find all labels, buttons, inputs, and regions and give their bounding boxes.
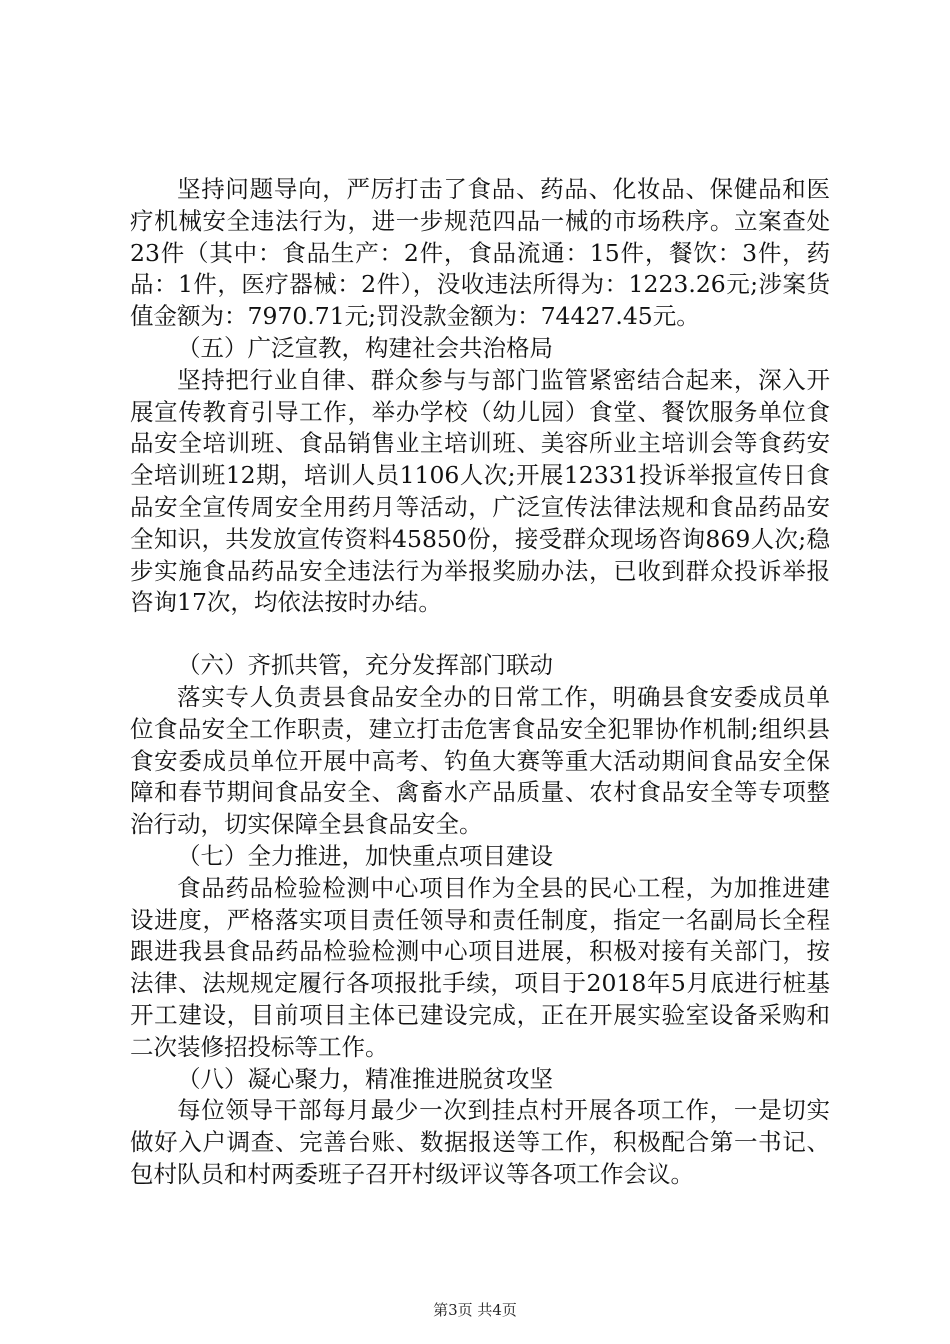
section-heading-5: （五）广泛宣教，构建社会共治格局 bbox=[177, 333, 553, 362]
page-number-footer: 第3页 共4页 bbox=[433, 1301, 517, 1319]
paragraph-coordination: 落实专人负责县食品安全办的日常工作，明确县食安委成员单位食品安全工作职责，建立打击危害食品安全犯罪协作机制;组织县食安委成员单位开展中高考、钓鱼大赛等重大活动期间食品安全保障和春节期间食品安全、禽畜水产品质量、农村食品安全等专项整治行动，切实保障全县食品安全。 bbox=[130, 682, 830, 839]
paragraph-spacer bbox=[130, 619, 830, 650]
section-heading-8: （八）凝心聚力，精准推进脱贫攻坚 bbox=[177, 1064, 553, 1093]
section-heading-7: （七）全力推进，加快重点项目建设 bbox=[177, 841, 553, 870]
paragraph-enforcement: 坚持问题导向，严厉打击了食品、药品、化妆品、保健品和医疗机械安全违法行为，进一步规范四品一械的市场秩序。立案查处23件（其中：食品生产：2件，食品流通：15件，餐饮：3件，药品：1件，医疗器械：2件），没收违法所得为：1223.26元;涉案货值金额为：7970.71元;罚没款金额为：74427.45元。 bbox=[130, 175, 830, 331]
paragraph-poverty: 每位领导干部每月最少一次到挂点村开展各项工作，一是切实做好入户调查、完善台账、数据报送等工作，积极配合第一书记、包村队员和村两委班子召开村级评议等各项工作会议。 bbox=[130, 1096, 830, 1188]
section-heading-6: （六）齐抓共管，充分发挥部门联动 bbox=[177, 651, 553, 680]
paragraph-project: 食品药品检验检测中心项目作为全县的民心工程，为加推进建设进度，严格落实项目责任领导和责任制度，指定一名副局长全程跟进我县食品药品检验检测中心项目进展，积极对接有关部门，按法律、法规规定履行各项报批手续，项目于2018年5月底进行桩基开工建设，目前项目主体已建设完成，正在开展实验室设备采购和二次装修招投标等工作。 bbox=[130, 873, 830, 1061]
paragraph-publicity: 坚持把行业自律、群众参与与部门监管紧密结合起来，深入开展宣传教育引导工作，举办学校（幼儿园）食堂、餐饮服务单位食品安全培训班、食品销售业主培训班、美容所业主培训会等食药安全培训班12期，培训人员1106人次;开展12331投诉举报宣传日食品安全宣传周安全用药月等活动，广泛宣传法律法规和食品药品安全知识，共发放宣传资料45850份，接受群众现场咨询869人次;稳步实施食品药品安全违法行为举报奖励办法，已收到群众投诉举报咨询17次，均依法按时办结。 bbox=[130, 365, 830, 617]
document-body bbox=[130, 174, 830, 1191]
